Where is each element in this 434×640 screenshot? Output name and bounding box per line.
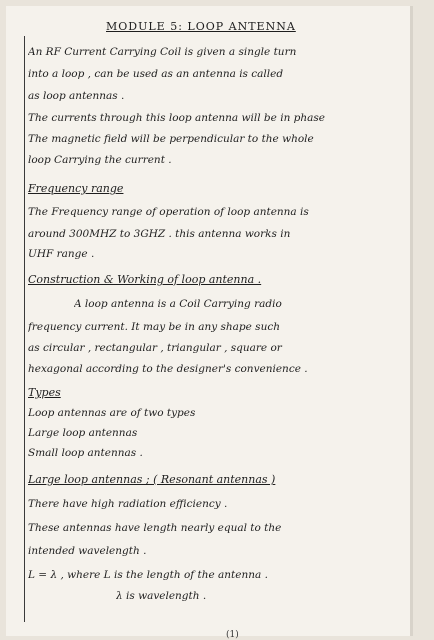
text-line: around 300MHZ to 3GHZ . this antenna works in — [28, 228, 291, 240]
text-line: loop Carrying the current . — [28, 154, 172, 166]
text-line: There have high radiation efficiency . — [28, 498, 228, 510]
section-heading: Types — [28, 386, 61, 399]
text-line: intended wavelength . — [28, 545, 147, 557]
page-title: MODULE 5: LOOP ANTENNA — [106, 20, 296, 33]
page-number: (1) — [226, 630, 239, 640]
text-line: The magnetic field will be perpendicular to the whole — [28, 133, 314, 145]
text-line: An RF Current Carrying Coil is given a single turn — [28, 46, 297, 58]
text-line: as circular , rectangular , triangular , square or — [28, 342, 282, 354]
text-line: Large loop antennas — [28, 427, 138, 439]
section-heading: Large loop antennas ; ( Resonant antennas ) — [28, 473, 276, 486]
formula-line: λ is wavelength . — [116, 590, 207, 602]
text-line: A loop antenna is a Coil Carrying radio — [74, 298, 282, 310]
margin-line — [24, 36, 25, 622]
text-line: The currents through this loop antenna will be in phase — [28, 112, 326, 124]
formula-line: L = λ , where L is the length of the antenna . — [28, 569, 268, 581]
section-heading: Frequency range — [28, 182, 124, 195]
text-line: Small loop antennas . — [28, 447, 143, 459]
notebook-page — [6, 6, 410, 640]
text-line: The Frequency range of operation of loop antenna is — [28, 206, 309, 218]
text-line: hexagonal according to the designer's convenience . — [28, 363, 308, 375]
text-line: These antennas have length nearly equal to the — [28, 522, 282, 534]
text-line: Loop antennas are of two types — [28, 407, 196, 419]
section-heading: Construction & Working of loop antenna . — [28, 273, 262, 286]
text-line: UHF range . — [28, 248, 95, 260]
text-line: frequency current. It may be in any shape such — [28, 321, 280, 333]
text-line: as loop antennas . — [28, 90, 125, 102]
text-line: into a loop , can be used as an antenna is called — [28, 68, 284, 80]
